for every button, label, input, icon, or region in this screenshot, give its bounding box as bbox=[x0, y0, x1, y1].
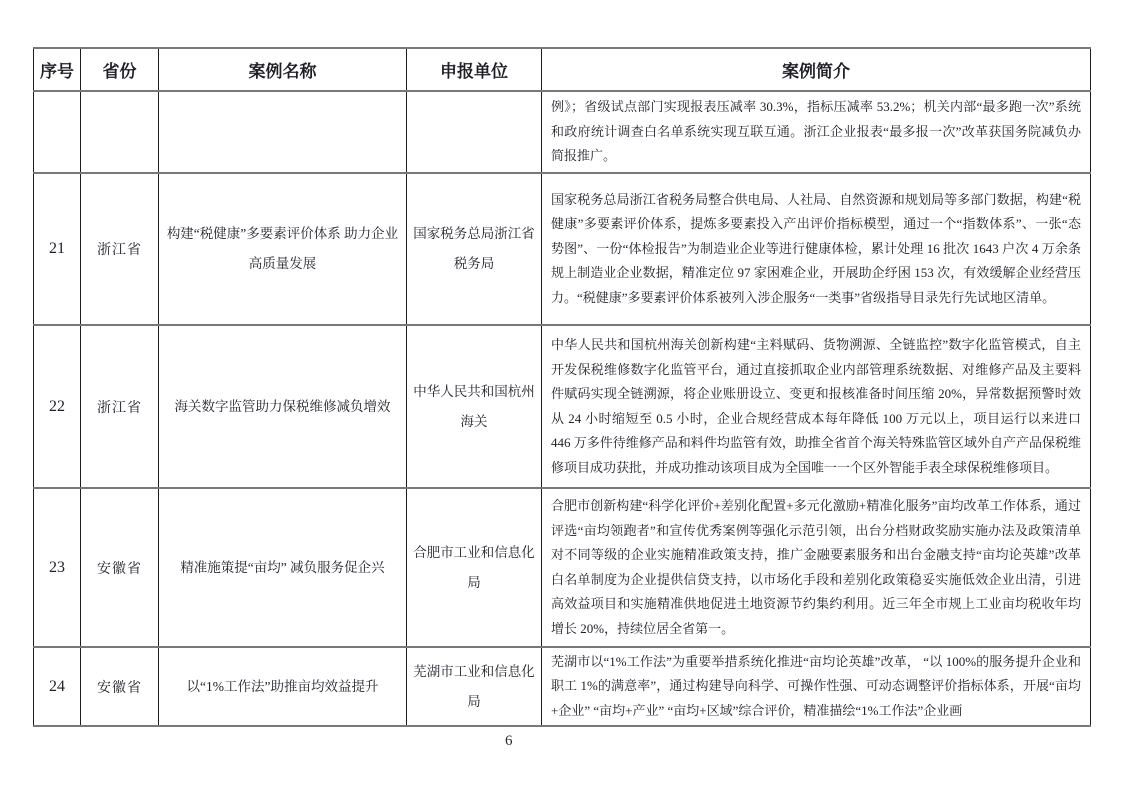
table-row-23 bbox=[34, 488, 1091, 647]
cell-index: 23 bbox=[34, 488, 81, 647]
cell-province: 浙江省 bbox=[81, 325, 159, 488]
cell-case-intro bbox=[542, 647, 1091, 726]
col-header-case-name: 案例名称 bbox=[159, 48, 407, 91]
cell-case-name: 精准施策提“亩均” 减负服务促企兴 bbox=[159, 488, 407, 647]
cell-case-name: 海关数字监管助力保税维修减负增效 bbox=[159, 325, 407, 488]
cell-province: 浙江省 bbox=[81, 173, 159, 325]
col-header-reporting-unit: 申报单位 bbox=[407, 48, 542, 91]
cell-index: 24 bbox=[34, 647, 81, 726]
cell-index bbox=[34, 91, 81, 173]
col-header-index: 序号 bbox=[34, 48, 81, 91]
table-row-22 bbox=[34, 325, 1091, 488]
table-row-continuation bbox=[34, 91, 1091, 173]
case-intro-text: 合肥市创新构建“科学化评价+差别化配置+多元化激励+精准化服务”亩均改革工作体系，通过评选“亩均领跑者”和宣传优秀案例等强化示范引领，出台分档财政奖励实施办法及政策清单对不同等级的企业实施精准政策支持，推广金融要素服务和出台金融支持“亩均论英雄”改革白名单制度为企业提供信贷支持，以市场化手段和差别化政策稳妥实施低效企业出清，引进高效益项目和实施精准供地促进土地资源节约集约利用。近三年全市规上工业亩均税收年均增长 20%，持续位居全省第一。 bbox=[551, 498, 1081, 636]
case-intro-text: 例》；省级试点部门实现报表压减率 30.3%，指标压减率 53.2%；机关内部“最多跑一次”系统和政府统计调查白名单系统实现互联互通。浙江企业报表“最多报一次”改革获国务院减负办简报推广。 bbox=[551, 99, 1081, 164]
cell-index: 21 bbox=[34, 173, 81, 325]
cell-province bbox=[81, 91, 159, 173]
page-number: 6 bbox=[505, 733, 513, 749]
cell-case-name: 以“1%工作法”助推亩均效益提升 bbox=[159, 647, 407, 726]
table-header-row bbox=[34, 48, 1091, 91]
case-intro-text: 国家税务总局浙江省税务局整合供电局、人社局、自然资源和规划局等多部门数据，构建“税健康”多要素评价体系，提炼多要素投入产出评价指标模型，通过一个“指数体系”、一张“态势图”、一份“体检报告”为制造业企业等进行健康体检，累计处理 16 批次 1643 户次 4 万余条规上制造业企业数据，精准定位 97 家困难企业，开展助企纾困 153 次，有效缓解企业经营压力。“税健康”多要素评价体系被列入涉企服务“一类事”省级指导目录先行先试地区清单。 bbox=[551, 191, 1081, 305]
cell-index: 22 bbox=[34, 325, 81, 488]
cell-case-intro bbox=[542, 91, 1091, 173]
col-header-province: 省份 bbox=[81, 48, 159, 91]
case-intro-text: 中华人民共和国杭州海关创新构建“主料赋码、货物溯源、全链监控”数字化监管模式，自主开发保税维修数字化监管平台，通过直接抓取企业内部管理系统数据、对维修产品及主要料件赋码实现全链溯源，将企业账册设立、变更和报核准备时间压缩 20%，异常数据预警时效从 24 小时缩短至 0.5 小时，企业合规经营成本每年降低 100 万元以上，项目运行以来进口 446 万多件待维修产品和料件均监管有效，助推全省首个海关特殊监管区域外自产产品保税维修项目成功获批，并成功推动该项目成为全国唯一一个区外智能手表全球保税维修项目。 bbox=[551, 337, 1081, 475]
table-row-24 bbox=[34, 647, 1091, 726]
cell-reporting-unit bbox=[407, 91, 542, 173]
col-header-case-intro: 案例简介 bbox=[542, 48, 1091, 91]
cell-case-intro bbox=[542, 488, 1091, 647]
case-intro-text: 芜湖市以“1%工作法”为重要举措系统化推进“亩均论英雄”改革， “以 100%的服务提升企业和职工 1%的满意率”，通过构建导向科学、可操作性强、可动态调整评价指标体系，开展“亩均+企业” “亩均+产业” “亩均+区域”综合评价，精准描绘“1%工作法”企业画 bbox=[551, 653, 1081, 718]
cell-reporting-unit: 中华人民共和国杭州海关 bbox=[407, 325, 542, 488]
cell-reporting-unit: 芜湖市工业和信息化局 bbox=[407, 647, 542, 726]
cell-case-intro bbox=[542, 173, 1091, 325]
cell-reporting-unit: 国家税务总局浙江省税务局 bbox=[407, 173, 542, 325]
cell-case-intro bbox=[542, 325, 1091, 488]
cell-case-name: 构建“税健康”多要素评价体系 助力企业高质量发展 bbox=[159, 173, 407, 325]
cell-case-name bbox=[159, 91, 407, 173]
cell-province: 安徽省 bbox=[81, 647, 159, 726]
cell-province: 安徽省 bbox=[81, 488, 159, 647]
table-row-21 bbox=[34, 173, 1091, 325]
cell-reporting-unit: 合肥市工业和信息化局 bbox=[407, 488, 542, 647]
case-table bbox=[33, 47, 1091, 727]
